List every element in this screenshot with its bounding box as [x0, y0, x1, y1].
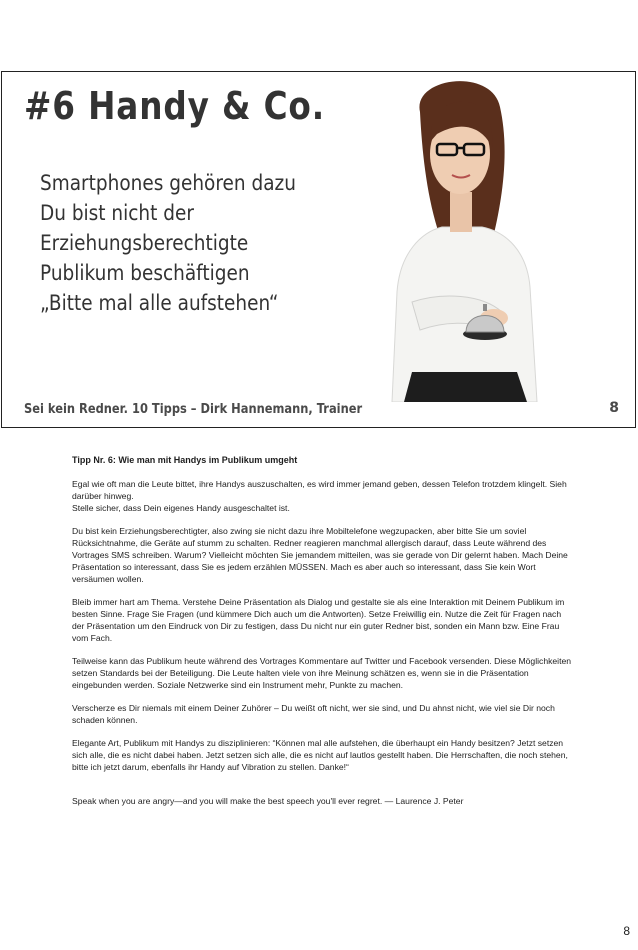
presenter-photo: [342, 72, 572, 402]
slide-footer: Sei kein Redner. 10 Tipps – Dirk Hannemann, Trainer: [24, 402, 363, 417]
paragraph-line: Stelle sicher, dass Dein eigenes Handy ausgeschaltet ist.: [72, 503, 290, 513]
slide-bullet: Du bist nicht der: [40, 201, 194, 225]
slide-page-number: 8: [609, 400, 619, 416]
tip-heading: Tipp Nr. 6: Wie man mit Handys im Publikum umgeht: [72, 455, 298, 465]
slide-bullet-list: [40, 168, 331, 318]
slide-bullet: Smartphones gehören dazu: [40, 171, 296, 195]
notes-paragraph: Du bist kein Erziehungsberechtigter, also zwing sie nicht dazu ihre Mobiltelefone wegzupacken, aber bitte Sie um soviel Rücksichtnahme, die Geräte auf stumm zu schalten. Redner reagieren manchmal allergisch darauf, dass Leute während des Vortrages SMS schreiben. Warum? Vielleicht möchten Sie jemandem mitteilen, was sie gerade von Dir gelernt haben. Mach Deine Präsentation so interessant, dass Sie es jedem erzählen MÜSSEN. Mach es aber auch so interessant, dass Sie kein Wort versäumen wollen.: [72, 526, 568, 584]
notes-paragraph: Elegante Art, Publikum mit Handys zu disziplinieren: “Können mal alle aufstehen, die überhaupt ein Handy besitzen? Jetzt setzen sich alle, die es nicht dabei haben. Jetzt setzen sich alle, die es nicht auf lautlos gestellt haben. Die Herrschaften, die noch stehen, bitte ich jetzt darum, ebenfalls ihr Handy auf Vibration zu stellen. Danke!“: [72, 738, 568, 772]
notes-paragraph: [72, 478, 572, 514]
paragraph-line: Egal wie oft man die Leute bittet, ihre Handys auszuschalten, es wird immer jemand geben, dessen Telefon trotzdem klingelt. Sieh darüber hinweg.: [72, 479, 567, 501]
photo-neck: [450, 192, 472, 232]
notes-paragraph: Bleib immer hart am Thema. Verstehe Deine Präsentation als Dialog und gestalte sie als eine Interaktion mit Deinem Publikum im besten Sinne. Frage Sie Fragen (und kümmere Dich auch um die Antworten). Setze Freiwillig ein. Nutze die Zeit für Fragen nach der Präsentation um den Eindruck von Dir zu festigen, dass Du nicht nur ein guter Redner bist, sonden ein Mann bzw. Eine Frau vom Fach.: [72, 597, 565, 643]
closing-quote: Speak when you are angry—and you will make the best speech you'll ever regret. — Laurence J. Peter: [72, 796, 464, 806]
notes-section: [72, 454, 572, 818]
slide-title: #6 Handy & Co.: [24, 84, 326, 128]
slide-bullet: „Bitte mal alle aufstehen“: [40, 291, 279, 315]
notes-paragraph: Teilweise kann das Publikum heute während des Vortrages Kommentare auf Twitter und Facebook versenden. Diese Möglichkeiten setzen Standards bei der Beteiligung. Die Leute halten viele von ihre Meinung schätzen es, wenn sie in die Präsentation eingebunden werden. Soziale Netzwerke sind ein Instrument mehr, Punkte zu machen.: [72, 656, 572, 690]
photo-skirt: [404, 372, 527, 402]
slide-bullet: Publikum beschäftigen: [40, 261, 250, 285]
slide-bullet: Erziehungsberechtigte: [40, 231, 249, 255]
slide-thumbnail: [1, 71, 636, 428]
notes-paragraph: Verscherze es Dir niemals mit einem Deiner Zuhörer – Du weißt oft nicht, wer sie sind, und Du ahnst nicht, wie viel sie Dir noch schaden können.: [72, 703, 555, 725]
page-number: 8: [623, 924, 630, 938]
